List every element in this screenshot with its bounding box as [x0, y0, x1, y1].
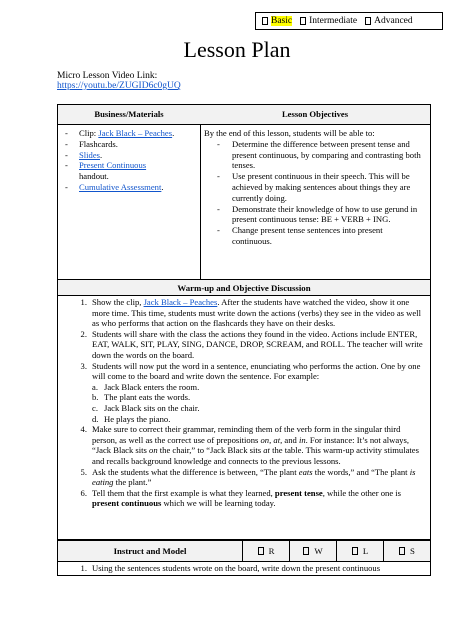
list-item: - Present Continuous handout.: [65, 160, 147, 182]
level-basic[interactable]: [262, 16, 292, 26]
skill-label: L: [362, 546, 369, 556]
step-text: Show the clip,: [92, 297, 144, 307]
list-item: [62, 488, 426, 509]
example-text: He plays the piano.: [104, 413, 171, 424]
list-item: - Slides.: [65, 149, 103, 160]
page-title: Lesson Plan: [183, 37, 291, 62]
materials-column: [58, 105, 201, 279]
list-item: - Use present continuous in their speech. This will be achieved by making sentences about things they are currently doing.: [214, 171, 424, 203]
list-item: - Clip: Jack Black – Peaches.: [65, 128, 175, 138]
step-number: 2.: [80, 328, 87, 339]
present-continuous-link[interactable]: Present Continuous: [79, 160, 147, 171]
list-item: [62, 424, 426, 466]
materials-header: Business/Materials: [58, 105, 200, 125]
skill-label: R: [268, 546, 275, 556]
level-intermediate-label: Intermediate: [309, 16, 358, 26]
example-letter: d.: [92, 413, 99, 424]
level-advanced-label: Advanced: [374, 16, 413, 26]
example-text: Jack Black sits on the chair.: [104, 402, 200, 413]
list-item: - Demonstrate their knowledge of how to use gerund in present continuous tense: BE + VERB + ING.: [214, 204, 424, 226]
step-number: 4.: [80, 424, 87, 435]
skill-speaking[interactable]: [384, 541, 430, 561]
step-number: 1.: [80, 563, 87, 573]
checkbox-icon[interactable]: [300, 17, 306, 25]
objectives-header: Lesson Objectives: [200, 105, 430, 125]
step-text: Ask the students what the difference is between, “The plant eats the words,” and “The plant is eating the plant.”: [92, 466, 416, 488]
instruct-step-row: [57, 562, 431, 576]
clip-suffix: .: [172, 128, 175, 138]
list-item: [92, 414, 426, 425]
warmup-header: Warm-up and Objective Discussion: [57, 280, 431, 296]
example-text: Jack Black enters the room.: [104, 381, 200, 392]
clip-link[interactable]: Jack Black – Peaches: [143, 297, 218, 307]
warmup-steps: [62, 297, 426, 509]
objective-text: Change present tense sentences into present continuous.: [232, 225, 383, 246]
example-list: [92, 382, 426, 424]
instruct-model-header-row: [57, 540, 431, 562]
skill-listening[interactable]: [337, 541, 384, 561]
materials-objectives-table: [57, 104, 431, 280]
level-intermediate[interactable]: [300, 16, 357, 26]
step-text: Tell them that the first example is what they learned, present tense, while the other one is present continuous which we will be learning today.: [92, 487, 402, 509]
list-item: [62, 297, 426, 329]
step-text: Students will now put the word in a sentence, enunciating who performs the action. One by one will come to the board and write down the sentence. For example:: [92, 360, 421, 382]
skill-reading[interactable]: [243, 541, 290, 561]
step-number: 3.: [80, 360, 87, 371]
flashcards-item: Flashcards.: [79, 138, 118, 149]
level-basic-label: Basic: [271, 16, 293, 26]
example-letter: b.: [92, 392, 99, 403]
cumulative-assessment-link[interactable]: Cumulative Assessment: [79, 181, 162, 192]
step-text: Make sure to correct their grammar, reminding them of the verb form in the singular third person, as well as the correct use of prepositions on, at, and in. For instance: It’s not always, “Jack Black sits on the chair,” to “Jack Black sits at the table. This warm-up activity stimulates and recalls background knowledge and connects to the previous lessons.: [92, 424, 419, 466]
list-item: [92, 382, 426, 393]
list-item: - Cumulative Assessment.: [65, 181, 164, 192]
slides-suffix: .: [100, 149, 103, 160]
example-letter: c.: [92, 402, 98, 413]
checkbox-icon[interactable]: [352, 547, 358, 555]
video-link-label: Micro Lesson Video Link:: [57, 71, 158, 81]
clip-link[interactable]: Jack Black – Peaches: [98, 128, 173, 138]
objectives-list: [200, 139, 430, 247]
list-item: [92, 392, 426, 403]
step-number: 6.: [80, 487, 87, 498]
list-item: [92, 403, 426, 414]
skill-writing[interactable]: [290, 541, 337, 561]
video-link[interactable]: https://youtu.be/ZUGID6c0gUQ: [57, 81, 181, 91]
handout-label: handout.: [79, 171, 109, 182]
step-text: . After the students have watched the video, show it one more time. This time, students must write down the actions (verbs) they see in the video as well as who performs that action on the flashcards they have on their desks.: [92, 297, 421, 329]
step-text: Using the sentences students wrote on the board, write down the present continuous: [92, 563, 381, 573]
level-advanced[interactable]: [365, 16, 413, 26]
step-number: 1.: [80, 297, 87, 307]
warmup-section: [57, 296, 431, 540]
skill-label: S: [410, 546, 415, 556]
step-text: Students will share with the class the actions they found in the video. Actions include ENTER, EAT, WALK, SIT, PLAY, SING, DANCE, DROP, SCREAM, and ROLL. The teacher will write down the words on the board.: [92, 328, 423, 360]
instruct-model-header: Instruct and Model: [58, 541, 243, 561]
objective-text: Demonstrate their knowledge of how to use gerund in present continuous tense: BE + VERB + ING.: [232, 203, 418, 225]
list-item: - Determine the difference between present tense and present continuous, by comparing and contrasting both tenses.: [214, 139, 424, 171]
ca-suffix: .: [161, 181, 164, 192]
level-selector: [255, 12, 443, 30]
list-item: - Flashcards.: [65, 138, 118, 149]
example-letter: a.: [92, 381, 98, 392]
materials-list: [58, 125, 200, 193]
objective-text: Determine the difference between present tense and present continuous, by comparing and contrasting both tenses.: [232, 138, 421, 171]
checkbox-icon[interactable]: [365, 17, 371, 25]
list-item: [62, 329, 426, 361]
list-item: [62, 361, 426, 425]
list-item: - Change present tense sentences into present continuous.: [214, 225, 424, 247]
checkbox-icon[interactable]: [262, 17, 268, 25]
checkbox-icon[interactable]: [399, 547, 405, 555]
checkbox-icon[interactable]: [258, 547, 264, 555]
objective-text: Use present continuous in their speech. This will be achieved by making sentences about things they are currently doing.: [232, 171, 411, 203]
checkbox-icon[interactable]: [303, 547, 309, 555]
objectives-column: [200, 105, 430, 279]
slides-link[interactable]: Slides: [79, 149, 101, 160]
example-text: The plant eats the words.: [104, 392, 191, 403]
list-item: [62, 467, 426, 488]
objectives-intro: By the end of this lesson, students will be able to:: [204, 128, 375, 138]
step-number: 5.: [80, 466, 87, 477]
skill-label: W: [314, 546, 323, 556]
clip-label: Clip:: [79, 128, 99, 138]
